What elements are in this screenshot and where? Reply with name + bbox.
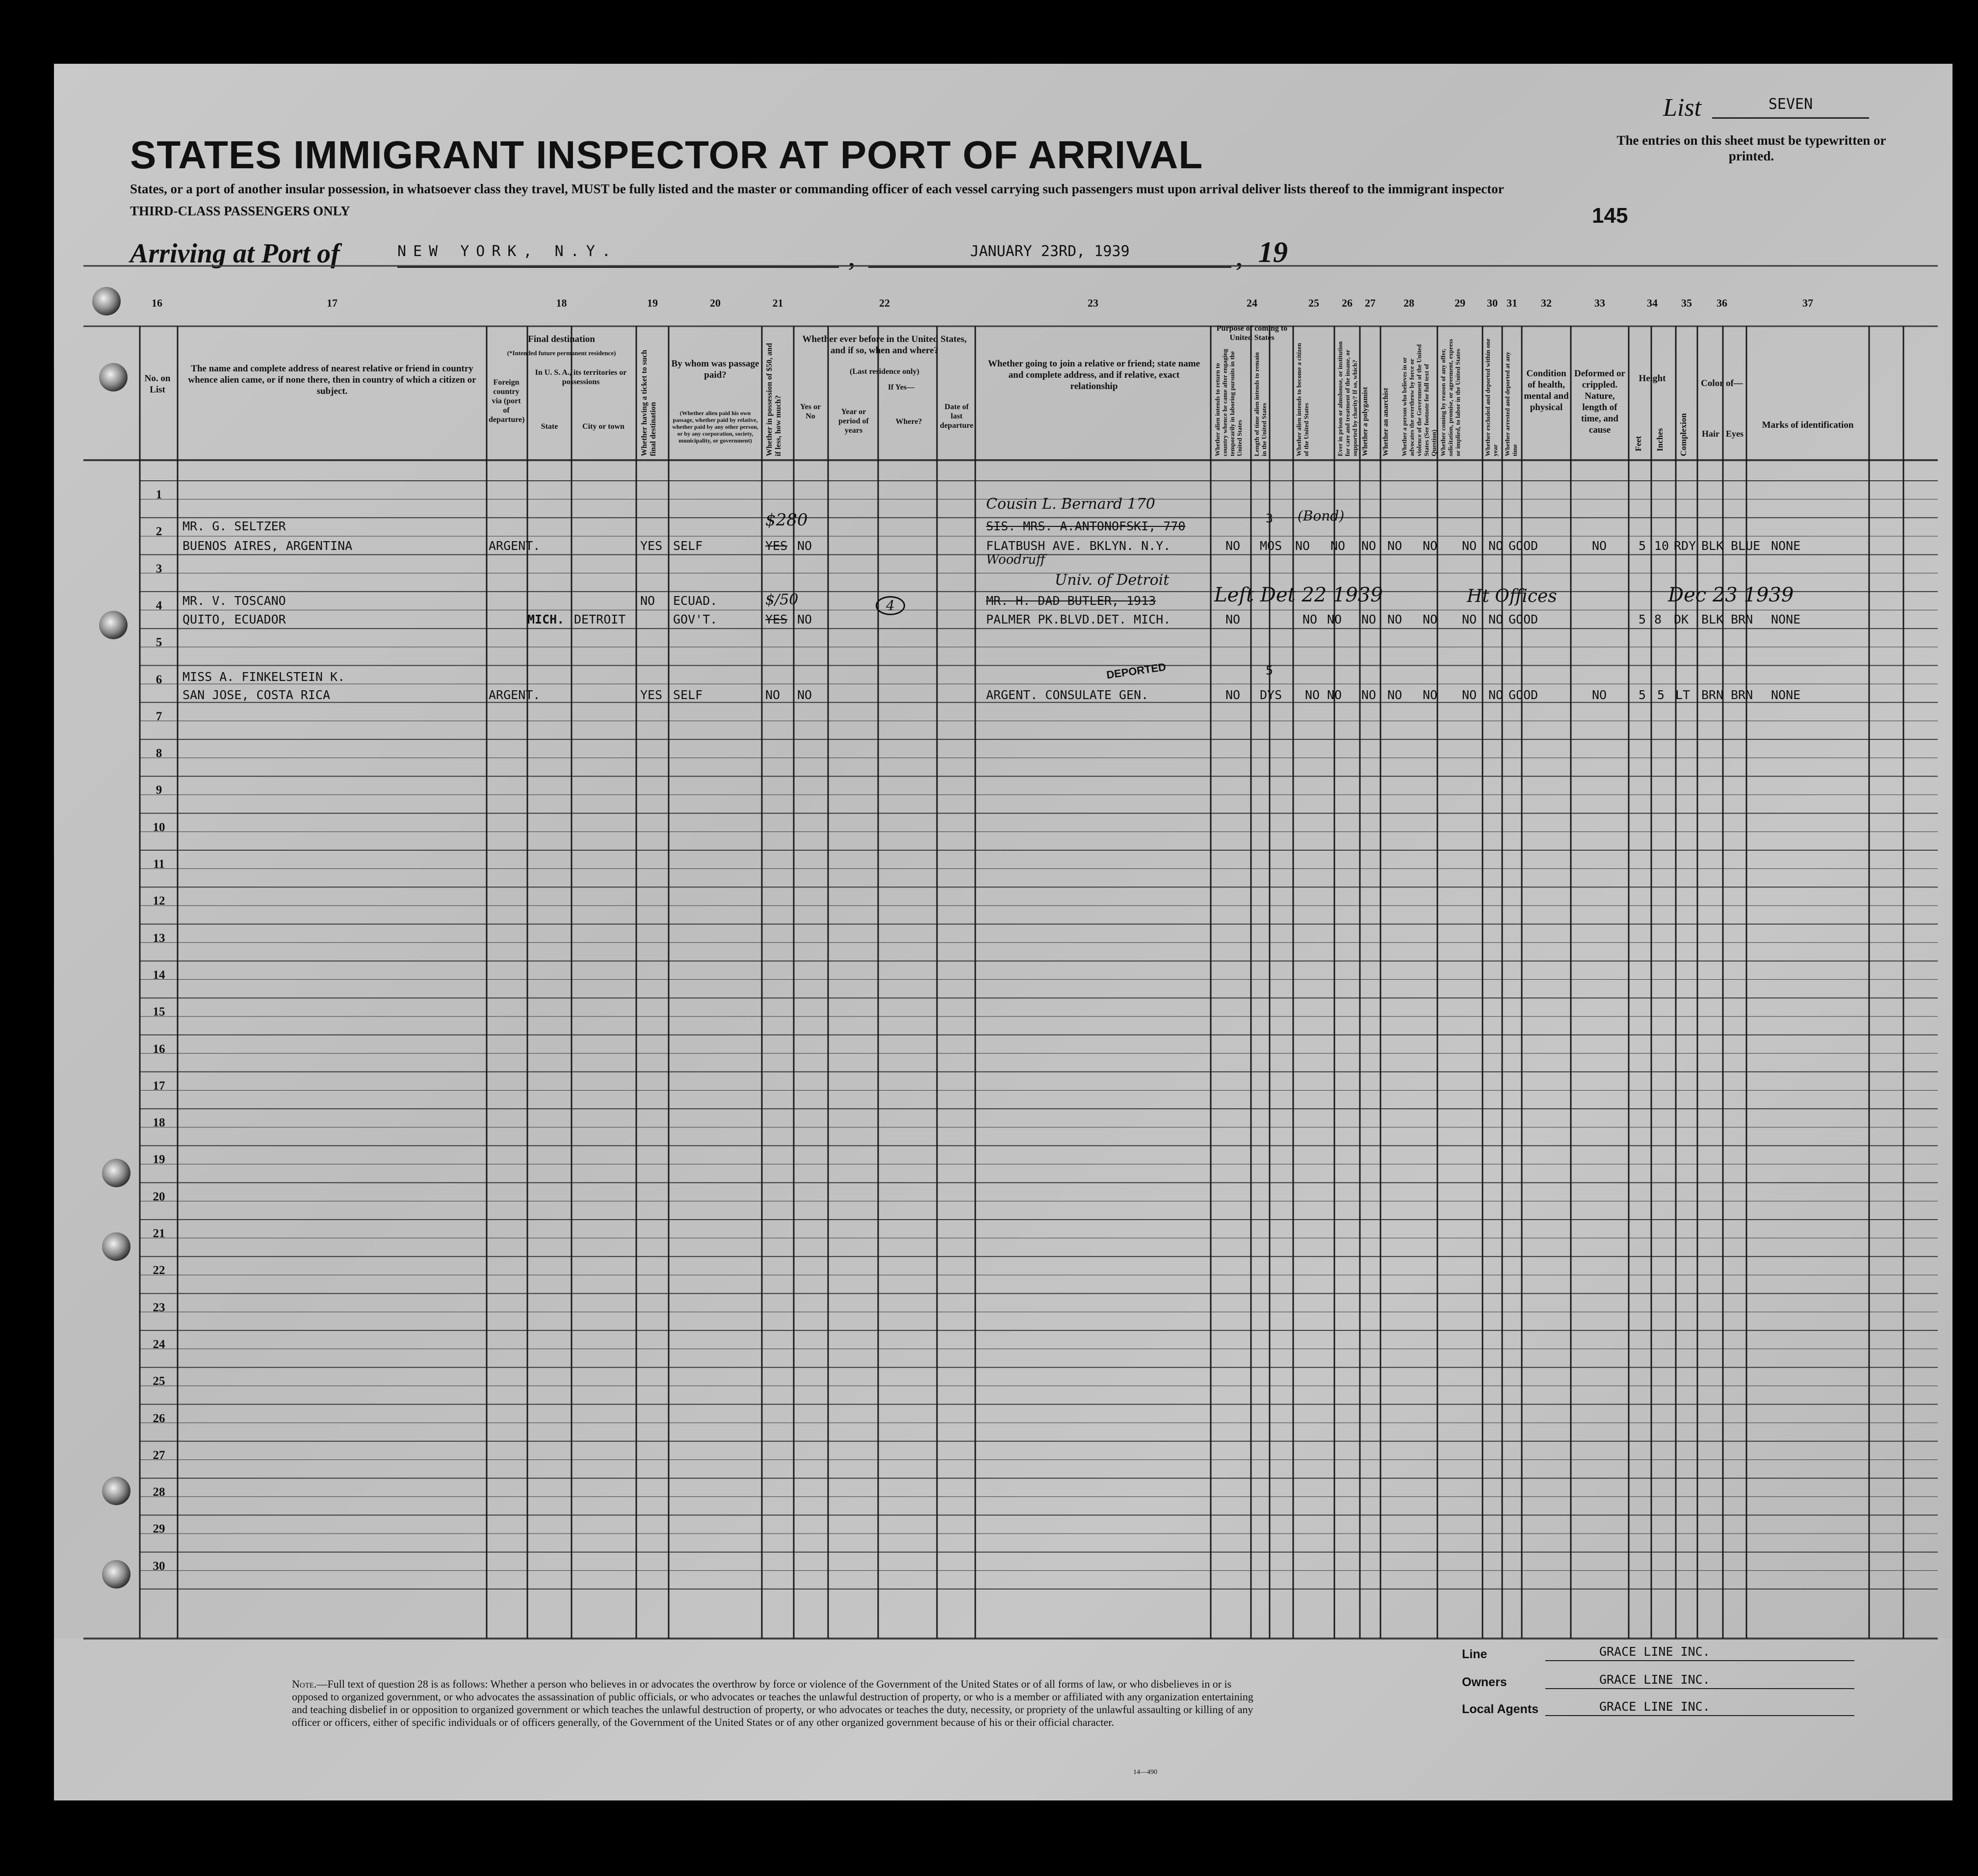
row-number: 3 xyxy=(156,562,162,575)
hair-color: BRN xyxy=(1701,688,1724,702)
row-number: 12 xyxy=(153,894,165,908)
before-in-us: NO xyxy=(797,688,812,702)
handwritten-note: $/50 xyxy=(765,591,799,608)
column-header-join-relative: Whether going to join a relative or friend; state name and complete address, and if relative, exact relationship xyxy=(988,359,1200,391)
column-number: 34 xyxy=(1647,297,1658,309)
row-number: 19 xyxy=(153,1153,165,1166)
length-unit: MOS xyxy=(1260,539,1282,553)
manifest-sheet xyxy=(54,64,1952,1800)
column-header-final-destination: Final destination xyxy=(528,334,595,344)
before-in-us: NO xyxy=(797,539,812,553)
column-subheader-where: Where? xyxy=(895,417,922,426)
column-header-relative: The name and complete address of nearest relative or friend in country whence alien came, or if none there, then in country of which a citizen or subject. xyxy=(188,364,476,396)
row-number: 13 xyxy=(153,932,165,945)
join-address-line1: ARGENT. CONSULATE GEN. xyxy=(986,688,1149,702)
sheet-number: 145 xyxy=(1592,204,1628,228)
row-number: 28 xyxy=(153,1485,165,1499)
year-prefix: 19 xyxy=(1258,236,1288,268)
column-header-arrested: Whether arrested and deported at any time xyxy=(1504,352,1518,456)
owners-value: GRACE LINE INC. xyxy=(1545,1672,1854,1689)
row-number: 10 xyxy=(153,821,165,834)
row-number: 9 xyxy=(156,783,162,797)
column-subheader-city: City or town xyxy=(582,422,625,431)
before-in-us: NO xyxy=(797,612,812,626)
money-status: YES xyxy=(765,539,788,553)
health: GOOD xyxy=(1509,539,1538,553)
ticket-status: YES xyxy=(640,539,663,553)
row-number: 5 xyxy=(156,636,162,649)
city: DETROIT xyxy=(574,612,626,626)
ticket-status: YES xyxy=(640,688,663,702)
column-header-height: Height xyxy=(1639,373,1666,384)
column-header-health: Condition of health, mental and physical xyxy=(1524,368,1569,413)
answer-26: NO xyxy=(1330,539,1346,553)
join-address-line1: MR. H. DAD BUTLER, 1913 xyxy=(986,594,1156,608)
row-number: 11 xyxy=(153,858,165,871)
deformed: NO xyxy=(1592,688,1607,702)
hair-color: BLK xyxy=(1701,612,1724,626)
row-number: 14 xyxy=(153,968,165,982)
complexion: DK xyxy=(1674,612,1689,626)
row-number: 6 xyxy=(156,673,162,686)
row-number: 7 xyxy=(156,710,162,723)
column-number: 17 xyxy=(327,297,338,309)
join-address-line2: FLATBUSH AVE. BKLYN. N.Y. xyxy=(986,539,1171,553)
column-subheader-yes-no: Yes or No xyxy=(800,403,821,420)
row-number: 25 xyxy=(153,1375,165,1388)
column-subheader-return: Whether alien intends to return to country whence he came after engaging temporarily in laboring pursuits in the United States xyxy=(1214,349,1243,456)
column-number: 18 xyxy=(556,297,567,309)
answer-25: NO xyxy=(1305,688,1320,702)
row-number: 15 xyxy=(153,1005,165,1018)
column-header-overthrow: Whether a person who believes in or advocates the overthrow by force or violence of the Government of the United States (See footnote for full text of Question) xyxy=(1401,344,1437,456)
column-subheader-date-last: Date of last departure xyxy=(939,403,974,430)
money-status: NO xyxy=(765,688,781,702)
handwritten-note: Dec 23 1939 xyxy=(1668,584,1794,606)
form-code: 14—490 xyxy=(1133,1769,1157,1776)
answer-25: NO xyxy=(1295,539,1310,553)
join-address-line1: SIS. MRS. A.ANTONOFSKI, 770 xyxy=(986,519,1186,533)
purpose: NO xyxy=(1225,688,1241,702)
length-of-stay: 3 xyxy=(1266,511,1274,525)
answer-31: NO xyxy=(1488,612,1504,626)
column-header-list-number: No. on List xyxy=(144,373,171,395)
column-header-citizen: Whether alien intends to become a citizen of the United States xyxy=(1295,343,1310,456)
row-number: 21 xyxy=(153,1227,165,1240)
table-grid xyxy=(54,64,1952,1800)
hair-color: BLK xyxy=(1701,539,1724,553)
answer-26: NO xyxy=(1327,612,1342,626)
list-value: SEVEN xyxy=(1712,96,1869,119)
arrival-date: JANUARY 23RD, 1939 xyxy=(868,243,1231,268)
footnote-text: —Full text of question 28 is as follows: Whether a person who believes in or advocates the overthrow by force or violence of the Government of the United States or of all forms of law, or who disbelieves in or is opposed to organized government, or who advocates the assassination of public officials, or who advocates or teaches the unlawful destruction of property, or who is a member or affiliated with any organization entertaining and teaching disbelief in or opposition to organized government or which teaches the unlawful destruction of property, or who advocates or teaches the duty, necessity, or propriety of the unlawful assaulting or killing of any officer or officers, either of specific individuals or of officers generally, of the Government of the United States or of any other organized government because of his or their official character. xyxy=(292,1678,1253,1728)
height-inches: 10 xyxy=(1654,539,1669,553)
row-number: 20 xyxy=(153,1190,165,1203)
column-number: 24 xyxy=(1247,297,1257,309)
height-inches: 8 xyxy=(1654,612,1662,626)
row-number: 22 xyxy=(153,1264,165,1277)
column-number: 19 xyxy=(647,297,658,309)
agents-label: Local Agents xyxy=(1462,1702,1539,1716)
foreign-country: ARGENT. xyxy=(489,688,541,702)
column-header-color: Color of— xyxy=(1701,378,1743,389)
column-header-prison: Ever in prison or almshouse, or institution for care and treatment of the insane, or supported by charity? If so, which? xyxy=(1336,341,1358,456)
answer-29: NO xyxy=(1423,612,1438,626)
purpose: NO xyxy=(1225,539,1241,553)
column-number: 26 xyxy=(1342,297,1353,309)
health: GOOD xyxy=(1509,612,1538,626)
answer-30: NO xyxy=(1462,612,1477,626)
column-number: 32 xyxy=(1541,297,1552,309)
relative-name: MISS A. FINKELSTEIN K. xyxy=(182,670,345,684)
answer-30: NO xyxy=(1462,688,1477,702)
column-subheader-year-period: Year or period of years xyxy=(838,408,869,435)
complexion: RDY xyxy=(1674,539,1696,553)
column-number: 28 xyxy=(1404,297,1414,309)
column-subheader-feet: Feet xyxy=(1634,436,1643,451)
column-header-money: Whether in possession of $50, and if less, how much? xyxy=(765,343,782,456)
column-number: 23 xyxy=(1088,297,1098,309)
relative-address: QUITO, ECUADOR xyxy=(182,612,286,626)
footnote-label: Note. xyxy=(292,1678,317,1690)
row-number: 18 xyxy=(153,1116,165,1129)
answer-29: NO xyxy=(1423,539,1438,553)
column-subheader-if-yes: If Yes— xyxy=(887,383,915,391)
column-subheader-inches: Inches xyxy=(1655,428,1665,451)
handwritten-note: Left Det 22 1939 xyxy=(1214,584,1383,606)
column-header-anarchist: Whether an anarchist xyxy=(1382,388,1390,456)
arriving-label: Arriving at Port of xyxy=(130,238,340,269)
column-header-complexion: Complexion xyxy=(1679,413,1688,456)
handwritten-note: Woodruff xyxy=(986,552,1045,567)
handwritten-note: Univ. of Detroit xyxy=(1055,572,1170,589)
relative-name: MR. G. SELTZER xyxy=(182,519,286,533)
column-header-before-us: Whether ever before in the United States, and if so, when and where? xyxy=(802,334,967,356)
answer-27: NO xyxy=(1361,612,1377,626)
purpose: NO xyxy=(1225,612,1241,626)
comma-separator: , xyxy=(849,246,855,272)
marks: NONE xyxy=(1771,688,1801,702)
height-inches: 5 xyxy=(1657,688,1665,702)
column-header-labor-offer: Whether coming by reason of any offer, solicitation, promise, or agreement, express or implied, to labor in the United States xyxy=(1439,339,1461,456)
relative-address: BUENOS AIRES, ARGENTINA xyxy=(182,539,353,553)
answer-27: NO xyxy=(1361,539,1377,553)
column-number: 31 xyxy=(1507,297,1517,309)
column-header-excluded: Whether excluded and deported within one year xyxy=(1484,339,1499,456)
eye-color: BRN xyxy=(1731,612,1753,626)
column-header-passage-paid: By whom was passage paid? xyxy=(671,359,759,380)
relative-address: SAN JOSE, COSTA RICA xyxy=(182,688,331,702)
column-number: 21 xyxy=(772,297,783,309)
line-value: GRACE LINE INC. xyxy=(1545,1644,1854,1661)
ticket-status: NO xyxy=(640,594,655,608)
footnote-question-28 xyxy=(292,1678,1263,1729)
row-number: 29 xyxy=(153,1522,165,1536)
entries-note: The entries on this sheet must be typewritten or printed. xyxy=(1616,133,1886,163)
column-subheader-intended: (*Intended future permanent residence) xyxy=(507,349,616,357)
owners-label: Owners xyxy=(1462,1675,1507,1689)
column-subheader-length: Length of time alien intends to remain in the United States xyxy=(1253,352,1268,456)
answer-28: NO xyxy=(1387,539,1403,553)
column-subheader-paid-note: (Whether alien paid his own passage, whether paid by relative, whether paid by any other person, or by any corporation, society, municipality, or government) xyxy=(672,410,758,444)
row-number: 30 xyxy=(153,1560,165,1573)
money-status: YES xyxy=(765,612,788,626)
column-subheader-last-residence: (Last residence only) xyxy=(850,367,919,376)
column-number: 16 xyxy=(152,297,162,309)
column-number: 33 xyxy=(1594,297,1605,309)
column-number: 35 xyxy=(1681,297,1692,309)
row-number: 16 xyxy=(153,1042,165,1056)
state: MICH. xyxy=(527,612,565,626)
health: GOOD xyxy=(1509,688,1538,702)
answer-27: NO xyxy=(1361,688,1377,702)
deported-stamp: DEPORTED xyxy=(1105,660,1167,681)
answer-26: NO xyxy=(1327,688,1342,702)
handwritten-note: (Bond) xyxy=(1298,508,1345,524)
row-number: 23 xyxy=(153,1301,165,1314)
eye-color: BRN xyxy=(1731,688,1753,702)
column-subheader-hair: Hair xyxy=(1702,429,1719,439)
length-of-stay: 5 xyxy=(1266,663,1274,677)
column-subheader-foreign-country: Foreign country via (port of departure) xyxy=(489,378,525,424)
column-number: 36 xyxy=(1717,297,1727,309)
paid-by-line2: GOV'T. xyxy=(673,612,718,626)
height-feet: 5 xyxy=(1639,539,1646,553)
deformed: NO xyxy=(1592,539,1607,553)
column-header-marks: Marks of identification xyxy=(1762,420,1854,430)
class-note: THIRD-CLASS PASSENGERS ONLY xyxy=(130,204,350,218)
arrival-port: NEW YORK, N.Y. xyxy=(397,243,839,268)
column-number: 37 xyxy=(1802,297,1813,309)
handwritten-note: Ht Offices xyxy=(1467,586,1557,606)
length-unit: DYS xyxy=(1260,688,1282,702)
column-header-polygamist: Whether a polygamist xyxy=(1361,387,1369,456)
foreign-country: ARGENT. xyxy=(489,539,541,553)
column-header-ticket: Whether having a ticket to such final destination xyxy=(640,349,657,456)
column-number: 30 xyxy=(1487,297,1498,309)
list-label: List xyxy=(1663,94,1702,122)
handwritten-note: $280 xyxy=(765,510,808,530)
paid-by: SELF xyxy=(673,688,703,702)
answer-29: NO xyxy=(1423,688,1438,702)
row-number: 4 xyxy=(156,599,162,612)
agents-value: GRACE LINE INC. xyxy=(1545,1699,1854,1716)
row-number: 26 xyxy=(153,1412,165,1425)
height-feet: 5 xyxy=(1639,688,1646,702)
row-number: 8 xyxy=(156,747,162,760)
row-number: 17 xyxy=(153,1079,165,1093)
height-feet: 5 xyxy=(1639,612,1646,626)
circled-mark: 4 xyxy=(876,596,905,615)
column-header-purpose: Purpose of coming to United States xyxy=(1216,324,1288,342)
column-number: 29 xyxy=(1455,297,1465,309)
handwritten-note: Cousin L. Bernard 170 xyxy=(986,495,1155,513)
answer-28: NO xyxy=(1387,612,1403,626)
answer-31: NO xyxy=(1488,539,1504,553)
answer-31: NO xyxy=(1488,688,1504,702)
instruction-text: States, or a port of another insular possession, in whatsoever class they travel, MUST be fully listed and the master or commanding officer of each vessel carrying such passengers must upon arrival deliver lists thereof to the immigrant inspector xyxy=(130,182,1504,196)
page-title: STATES IMMIGRANT INSPECTOR AT PORT OF ARRIVAL xyxy=(130,133,1203,177)
column-number: 22 xyxy=(879,297,890,309)
marks: NONE xyxy=(1771,539,1801,553)
column-subheader-eyes: Eyes xyxy=(1726,429,1744,439)
paid-by: ECUAD. xyxy=(673,594,718,608)
join-address-line2: PALMER PK.BLVD.DET. MICH. xyxy=(986,612,1171,626)
column-subheader-in-usa: In U. S. A., its territories or possessions xyxy=(535,368,627,386)
answer-30: NO xyxy=(1462,539,1477,553)
row-number: 1 xyxy=(156,488,162,501)
answer-25: NO xyxy=(1302,612,1318,626)
paid-by: SELF xyxy=(673,539,703,553)
column-header-deformed: Deformed or crippled. Nature, length of time, and cause xyxy=(1574,368,1625,435)
column-number: 27 xyxy=(1365,297,1376,309)
eye-color: BLUE xyxy=(1731,539,1761,553)
row-number: 2 xyxy=(156,525,162,538)
row-number: 27 xyxy=(153,1449,165,1462)
row-number: 24 xyxy=(153,1338,165,1351)
column-number: 25 xyxy=(1308,297,1319,309)
column-subheader-state: State xyxy=(541,422,558,431)
comma-separator: , xyxy=(1236,246,1242,272)
line-label: Line xyxy=(1462,1647,1487,1661)
relative-name: MR. V. TOSCANO xyxy=(182,594,286,608)
complexion: LT xyxy=(1675,688,1691,702)
marks: NONE xyxy=(1771,612,1801,626)
answer-28: NO xyxy=(1387,688,1403,702)
column-number: 20 xyxy=(710,297,721,309)
